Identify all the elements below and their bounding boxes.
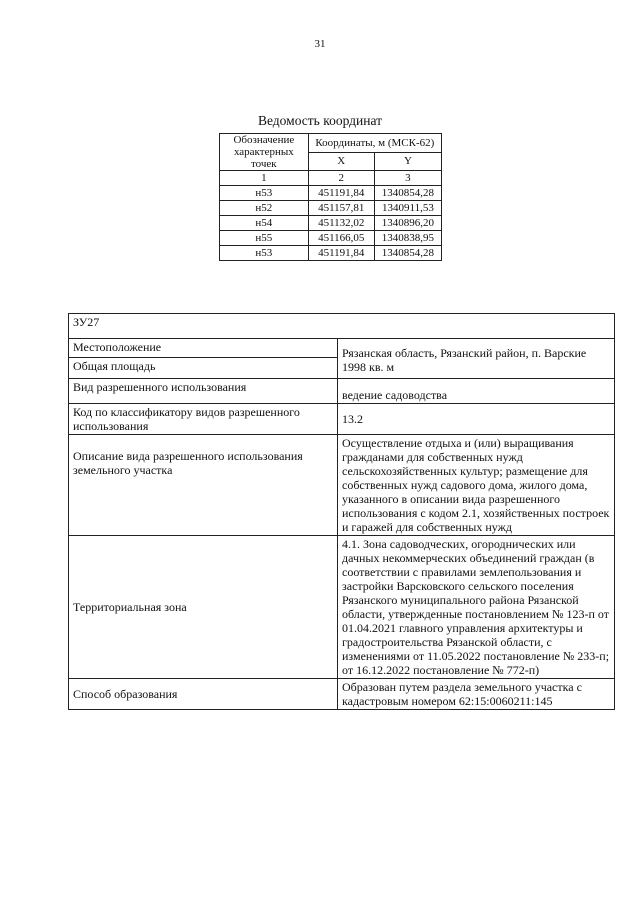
zone-value: 4.1. Зона садоводческих, огороднических или дачных некоммерческих объединений граждан (в соответствии с правилами землепользования и застройки Варсковского сельского поселения Рязанского муниципального района Рязанской области, утвержденные постановлением № 123-п от 01.04.2021 главного управления архитектуры и градостроительства Рязанской области, с изменениями от 11.05.2022 постановление № 233-п; от 16.12.2022 постановление № 772-п) bbox=[338, 536, 615, 679]
table-row bbox=[220, 201, 442, 216]
table-row bbox=[220, 231, 442, 246]
location-label: Местоположение bbox=[69, 339, 338, 358]
point-id: н53 bbox=[220, 246, 309, 261]
y-header: Y bbox=[374, 152, 441, 171]
y-value: 1340911,53 bbox=[374, 201, 441, 216]
use-value: ведение садоводства bbox=[338, 379, 615, 404]
parcel-table bbox=[68, 313, 615, 710]
table-row bbox=[220, 246, 442, 261]
table-row bbox=[220, 216, 442, 231]
point-id: н52 bbox=[220, 201, 309, 216]
column-number: 3 bbox=[374, 171, 441, 186]
method-value: Образован путем раздела земельного участка с кадастровым номером 62:15:0060211:145 bbox=[338, 679, 615, 710]
location-area-value: Рязанская область, Рязанский район, п. Варские 1998 кв. м bbox=[338, 339, 615, 379]
column-number: 2 bbox=[308, 171, 374, 186]
y-value: 1340854,28 bbox=[374, 186, 441, 201]
column-number: 1 bbox=[220, 171, 309, 186]
page-number: 31 bbox=[314, 38, 326, 50]
y-value: 1340838,95 bbox=[374, 231, 441, 246]
x-header: X bbox=[308, 152, 374, 171]
y-value: 1340854,28 bbox=[374, 246, 441, 261]
area-label: Общая площадь bbox=[69, 358, 338, 379]
description-value: Осуществление отдыха и (или) выращивания гражданами для собственных нужд сельскохозяйственных культур; размещение для собственных нужд садового дома, жилого дома, указанного в описании вида разрешенного использования с кодом 2.1, хозяйственных построек и гаражей для собственных нужд bbox=[338, 435, 615, 536]
x-value: 451191,84 bbox=[308, 246, 374, 261]
point-id: н54 bbox=[220, 216, 309, 231]
x-value: 451157,81 bbox=[308, 201, 374, 216]
coordinates-title: Ведомость координат bbox=[257, 113, 383, 128]
x-value: 451132,02 bbox=[308, 216, 374, 231]
code-label: Код по классификатору видов разрешенного использования bbox=[69, 404, 338, 435]
point-id: н53 bbox=[220, 186, 309, 201]
point-id: н55 bbox=[220, 231, 309, 246]
code-value: 13.2 bbox=[338, 404, 615, 435]
coordinates-table bbox=[219, 133, 442, 261]
table-row bbox=[220, 186, 442, 201]
x-value: 451191,84 bbox=[308, 186, 374, 201]
zone-label: Территориальная зона bbox=[69, 536, 338, 679]
x-value: 451166,05 bbox=[308, 231, 374, 246]
coordinates-header: Координаты, м (МСК-62) bbox=[308, 134, 441, 153]
use-label: Вид разрешенного использования bbox=[69, 379, 338, 404]
method-label: Способ образования bbox=[69, 679, 338, 710]
parcel-id: ЗУ27 bbox=[69, 314, 615, 339]
point-designation-header: Обозначение характерных точек bbox=[220, 134, 309, 171]
y-value: 1340896,20 bbox=[374, 216, 441, 231]
description-label: Описание вида разрешенного использования земельного участка bbox=[69, 435, 338, 536]
